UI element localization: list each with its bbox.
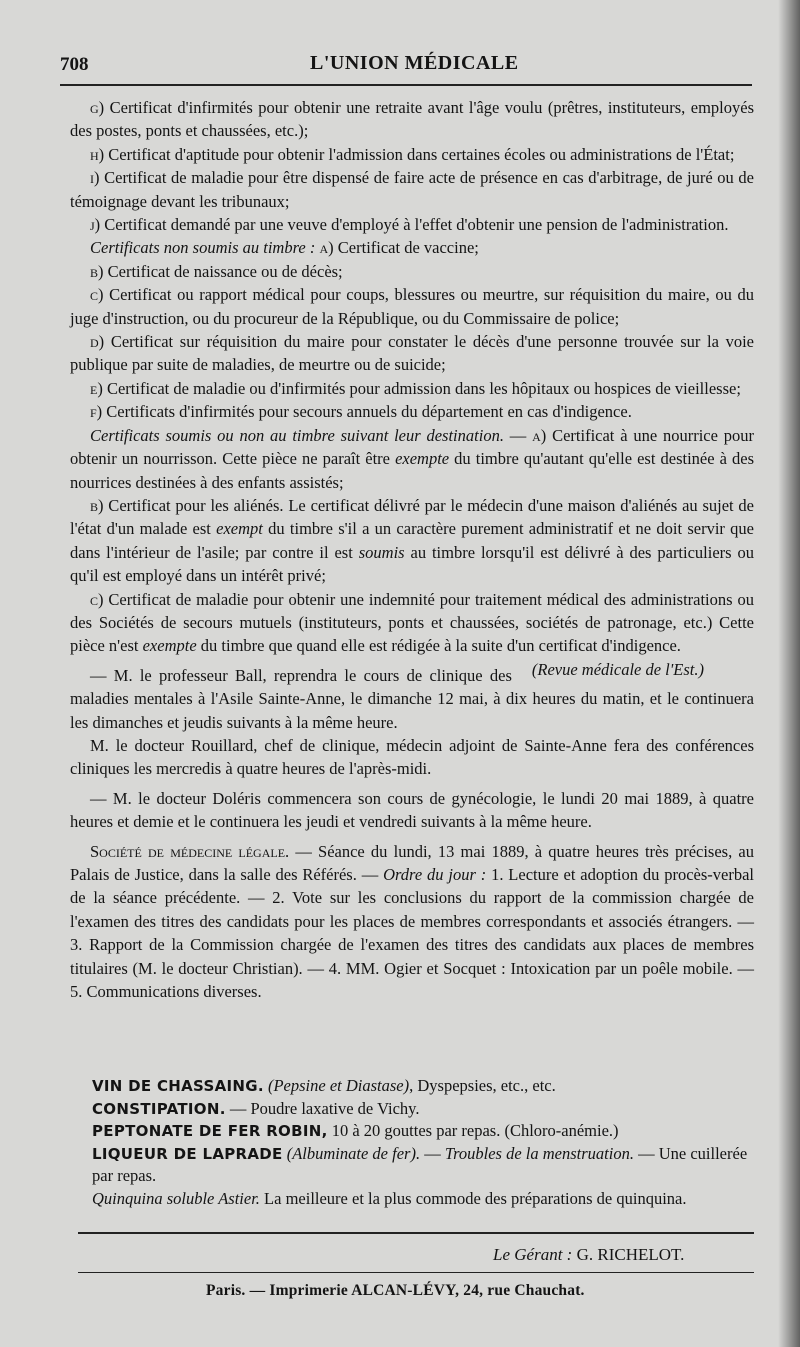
dash: —	[503, 425, 533, 445]
item-text: Certificat de maladie pour obtenir une indemnité pour traitement médical des administrations ou des Sociétés de secours mutuels (instituteurs, ponts et chaussées, sociétés de patronage, etc.) Cette pièce n'est	[70, 589, 754, 656]
item-text: Certificat à une nourrice pour obtenir un nourrisson. Cette pièce ne paraît être	[70, 425, 755, 469]
emphasis: exempte	[395, 449, 450, 469]
ad-emphasis: (Albuminate de fer).	[282, 1143, 421, 1163]
item-text: Certificat de naissance ou de décès;	[103, 261, 343, 281]
header-rule	[60, 84, 752, 86]
item-text: Certificat ou rapport médical pour coups, blessures ou meurtre, sur réquisition du maire, ou du juge d'instruction, ou du procureur de la République, ou du Commissaire de police;	[70, 285, 754, 328]
ad-name: VIN DE CHASSAING.	[92, 1077, 264, 1095]
item-label: a)	[319, 238, 334, 258]
printer-imprint: Paris. — Imprimerie ALCAN-LÉVY, 24, rue Chauchat.	[206, 1282, 585, 1299]
paragraph-g	[70, 96, 754, 143]
ad-astier	[76, 1188, 756, 1211]
ad-name: LIQUEUR DE LAPRADE	[92, 1144, 283, 1163]
item-text: Certificat d'infirmités pour obtenir une retraite avant l'âge voulu (prêtres, instituteurs, employés des postes, ponts et chaussées, etc.);	[70, 98, 754, 141]
page-edge-shadow	[778, 0, 800, 1347]
source-citation: (Revue médicale de l'Est.)	[531, 659, 704, 679]
paragraph-f1	[70, 400, 754, 423]
item-text: Certificat d'aptitude pour obtenir l'admission dans certaines écoles ou administrations de l'État;	[104, 144, 735, 164]
emphasis: exempte	[142, 636, 197, 656]
paragraph-b1	[70, 260, 754, 283]
paragraph-h	[70, 143, 754, 166]
item-label: i)	[90, 168, 100, 188]
article-body	[70, 96, 754, 1003]
news-rouillard: M. le docteur Rouillard, chef de clinique, médecin adjoint de Sainte-Anne fera des conférences cliniques les mercredis à quatre heures de l'après-midi.	[70, 735, 754, 779]
society-name: Société de médecine légale.	[90, 841, 290, 861]
advertisements	[76, 1075, 756, 1210]
ad-name: CONSTIPATION.	[92, 1099, 226, 1118]
item-text: du timbre s'il a un caractère purement administratif et ne doit servir que dans l'intérieur de l'asile; par contre il est	[70, 519, 754, 562]
ad-emphasis: Troubles de la menstruation.	[444, 1143, 634, 1163]
gerant-name: G. RICHELOT.	[572, 1245, 685, 1264]
paragraph-d1	[70, 330, 754, 377]
paragraph-non-soumis	[70, 236, 754, 259]
section-heading: Certificats non soumis au timbre :	[90, 238, 316, 258]
ad-text: La meilleure et la plus commode des préparations de quinquina.	[259, 1188, 687, 1208]
page-number: 708	[60, 54, 89, 75]
item-label: f)	[90, 402, 103, 422]
ad-laprade	[76, 1143, 756, 1188]
item-text: du timbre qu'autant qu'elle est destinée à des nourrices destinées à des enfants assistés;	[70, 449, 755, 492]
item-label: b)	[90, 495, 104, 515]
item-text: Certificat demandé par une veuve d'employé à l'effet d'obtenir une pension de l'administration.	[100, 215, 729, 235]
paragraph-j	[70, 213, 754, 236]
ad-text: — Poudre laxative de Vichy.	[225, 1098, 420, 1118]
running-title: L'UNION MÉDICALE	[310, 52, 519, 74]
item-text: Certificats d'infirmités pour secours annuels du département en cas d'indigence.	[102, 402, 632, 422]
item-text: au timbre lorsqu'il est délivré à des particuliers ou qu'il est employé dans un intérêt privé;	[70, 542, 754, 586]
ordre-du-jour: Ordre du jour :	[383, 865, 487, 884]
ad-chassaing	[76, 1075, 756, 1098]
page-header	[60, 50, 752, 80]
ad-text: 10 à 20 gouttes par repas. (Chloro-anémie.)	[327, 1121, 619, 1140]
item-label: h)	[90, 144, 105, 164]
ad-text: — Une cuillerée par repas.	[92, 1143, 748, 1185]
ad-constipation	[76, 1098, 756, 1121]
footer-rule-bottom	[78, 1272, 754, 1273]
gerant-label: Le Gérant :	[493, 1245, 573, 1264]
item-label: c)	[90, 285, 104, 305]
section-heading: Certificats soumis ou non au timbre suivant leur destination.	[90, 425, 504, 445]
gerant-signature	[493, 1245, 684, 1265]
item-label: e)	[90, 378, 103, 398]
item-text: Certificat pour les aliénés. Le certificat délivré par le médecin d'une maison d'aliénés au sujet de l'état d'un malade est	[70, 495, 754, 539]
footer-rule-top	[78, 1232, 754, 1234]
ad-text: , Dyspepsies, etc., etc.	[409, 1076, 556, 1095]
paragraph-soumis	[70, 424, 754, 494]
item-label: g)	[90, 98, 105, 117]
emphasis: soumis	[358, 542, 405, 562]
ad-emphasis: Quinquina soluble Astier.	[92, 1188, 260, 1208]
ad-emphasis: (Pepsine et Diastase)	[263, 1076, 410, 1095]
paragraph-b2	[70, 494, 754, 588]
society-agenda: 1. Lecture et adoption du procès-verbal de la séance précédente. — 2. Vote sur les conclusions du rapport de la commission chargée de l'examen des titres des candidats pour les places de membres correspondants et associés étrangers. — 3. Rapport de la Commission chargée de l'examen des titres des candidats aux places de membres titulaires (M. le docteur Christian). — 4. MM. Ogier et Socquet : Intoxication par un poêle mobile. — 5. Communications diverses.	[70, 865, 754, 1002]
paragraph-e1	[70, 377, 754, 400]
item-label: a)	[532, 425, 547, 445]
item-label: j)	[90, 215, 101, 235]
news-ball: — M. le professeur Ball, reprendra le cours de clinique des maladies mentales à l'Asile Sainte-Anne, le dimanche 12 mai, à dix heures du matin, et le continuera les dimanches et jeudis suivants à la même heure.	[70, 665, 754, 732]
news-doleris: — M. le docteur Doléris commencera son cours de gynécologie, le lundi 20 mai 1889, à quatre heures et demie et le continuera les jeudi et vendredi suivants à la même heure.	[70, 788, 754, 832]
dash: —	[420, 1143, 445, 1163]
item-text: Certificat sur réquisition du maire pour constater le décès d'une personne trouvée sur la voie publique par suite de maladies, de meurtre ou de suicide;	[70, 332, 754, 375]
item-label: c)	[90, 589, 104, 609]
paragraph-c2	[70, 588, 754, 679]
society-text: — Séance du lundi, 13 mai 1889, à quatre heures très précises, au Palais de Justice, dans la salle des Référés. —	[70, 841, 754, 884]
item-text: Certificat de vaccine;	[333, 238, 479, 258]
item-text: Certificat de maladie pour être dispensé de faire acte de présence en cas d'arbitrage, de juré ou de témoignage devant les tribunaux;	[70, 168, 754, 211]
item-text: Certificat de maladie ou d'infirmités pour admission dans les hôpitaux ou hospices de vieillesse;	[102, 378, 741, 398]
item-label: d)	[90, 332, 105, 352]
item-label: b)	[90, 261, 104, 281]
paragraph-i	[70, 166, 754, 213]
ad-name: PEPTONATE DE FER ROBIN,	[92, 1122, 328, 1140]
emphasis: exempt	[216, 519, 263, 539]
news-societe	[70, 840, 754, 1004]
ad-peptonate	[76, 1120, 756, 1143]
paragraph-c1	[70, 283, 754, 330]
item-text: du timbre que quand elle est rédigée à la suite d'un certificat d'indigence.	[196, 636, 681, 656]
